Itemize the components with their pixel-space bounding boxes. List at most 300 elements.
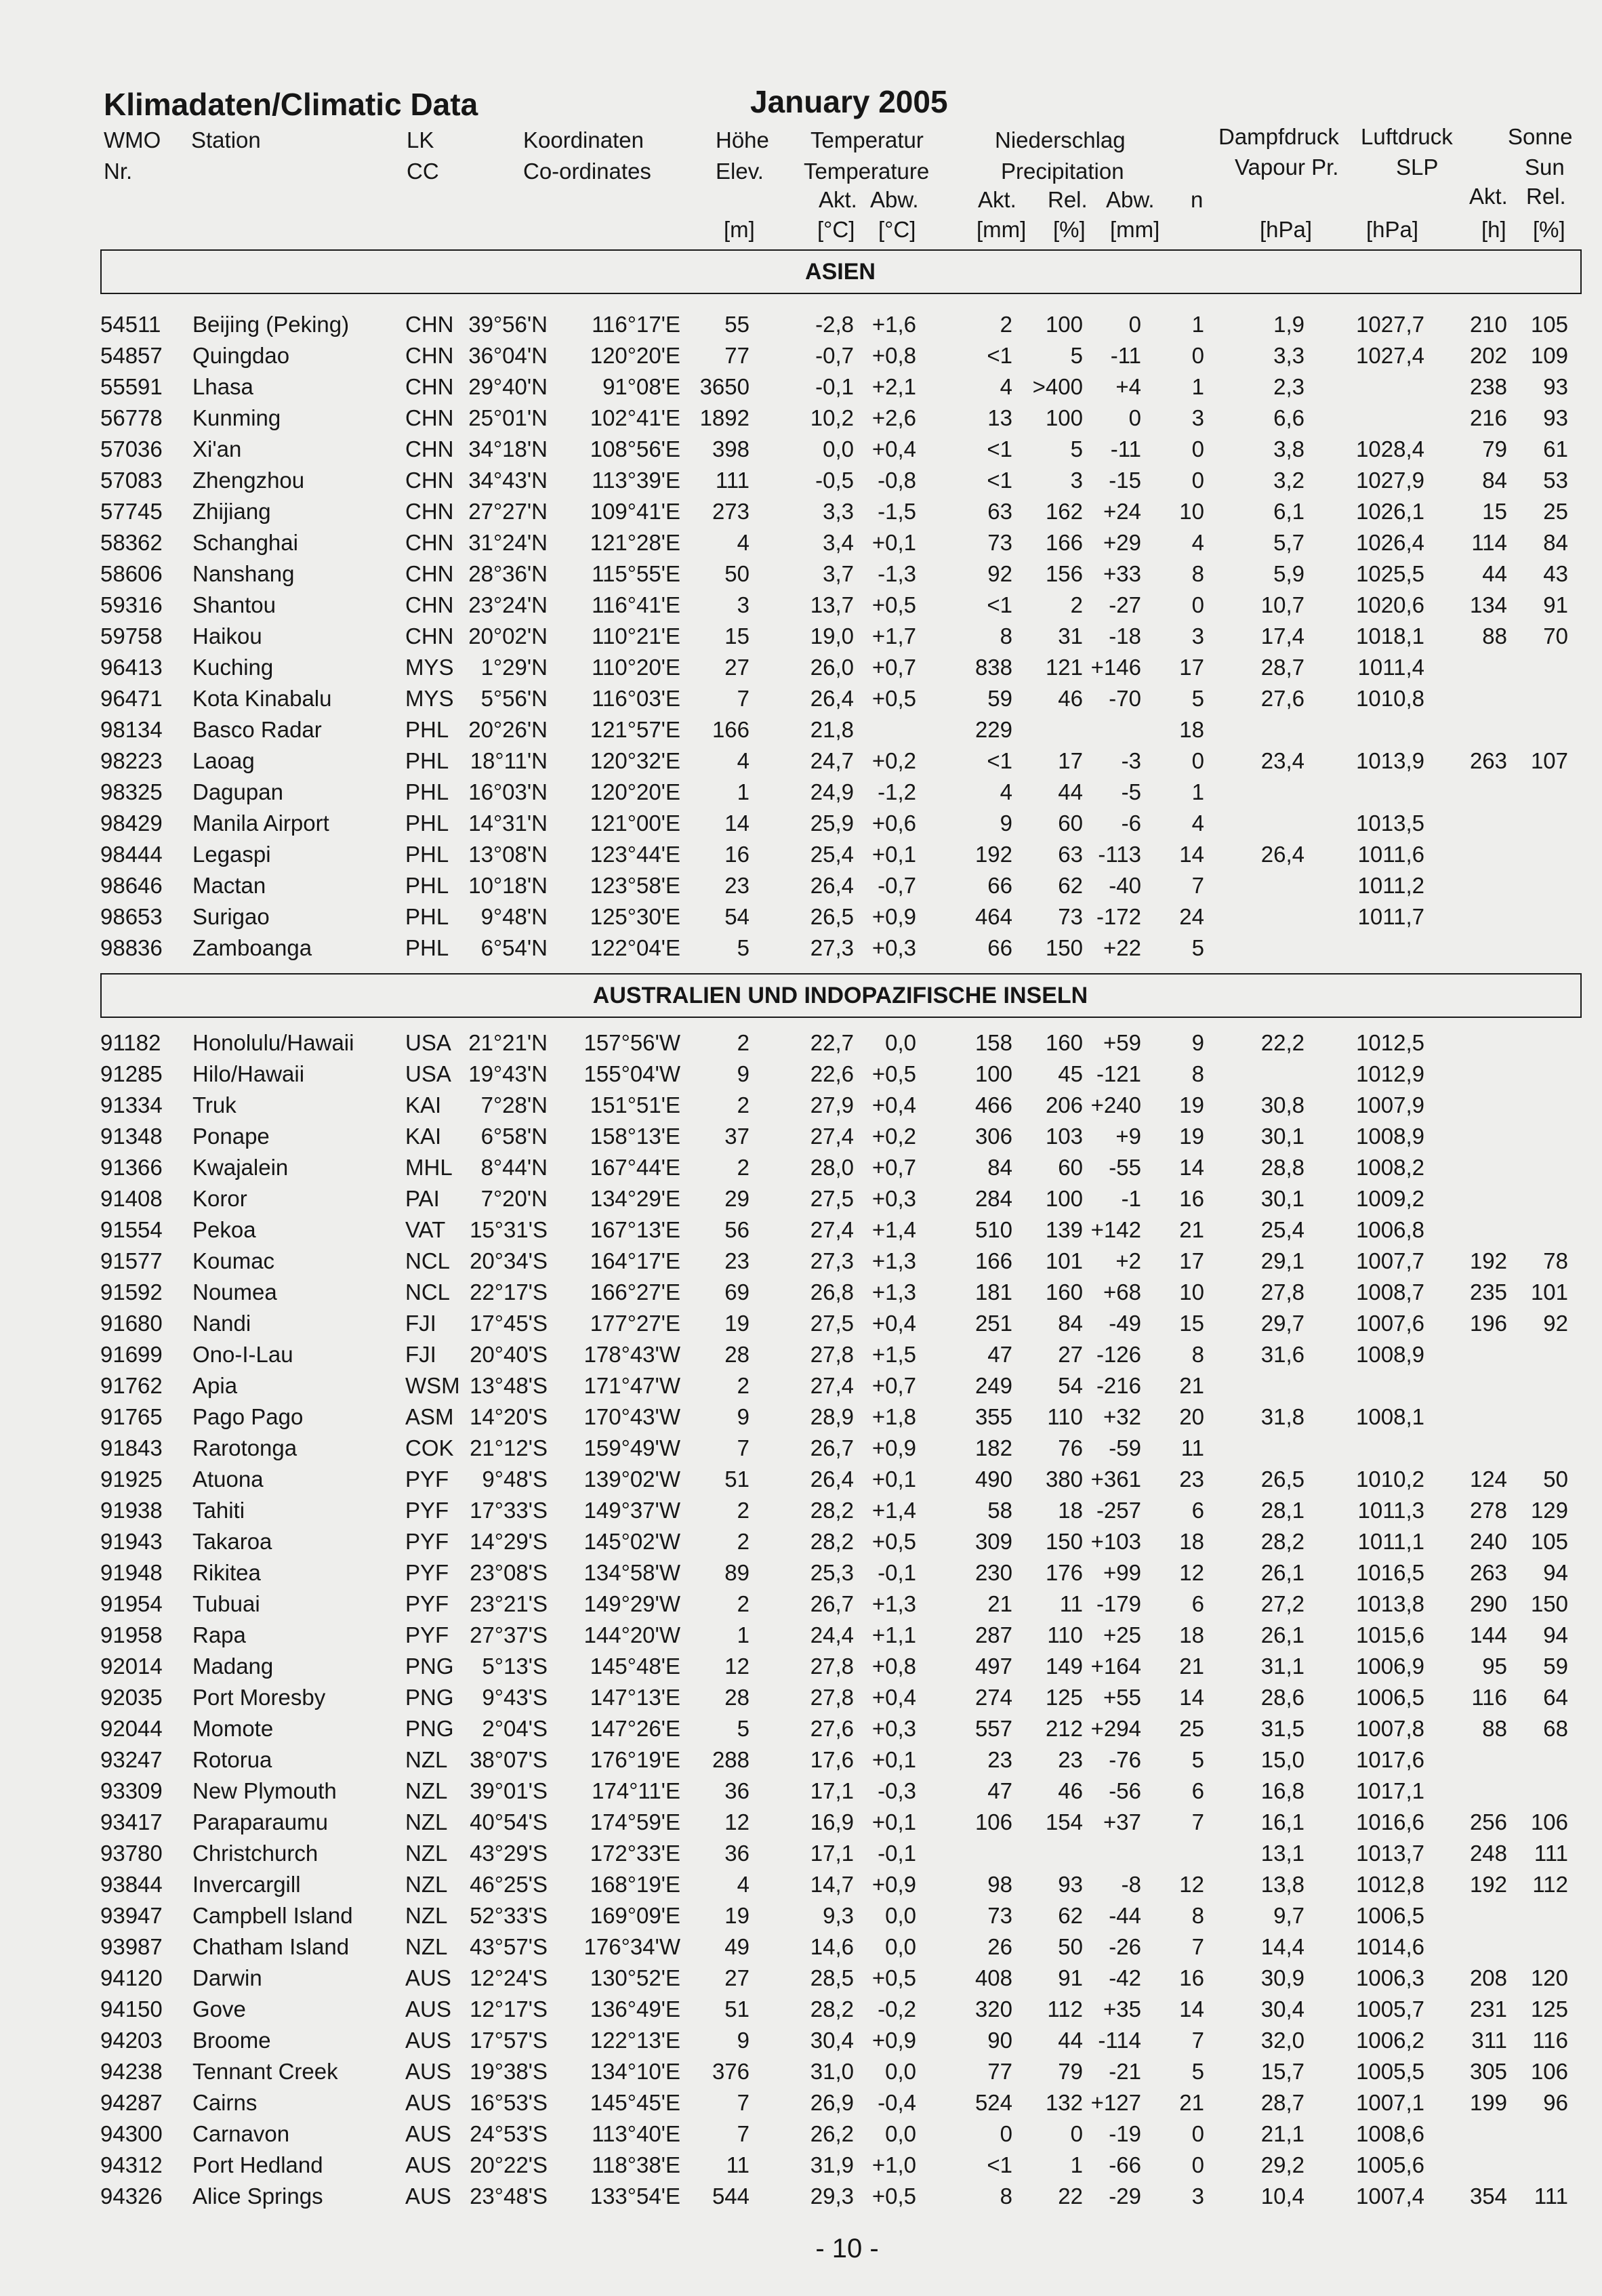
cell-lk: CHN — [405, 561, 454, 586]
cell-temp-dev: +0,5 — [871, 686, 916, 711]
cell-slp: 1013,8 — [1356, 1591, 1424, 1616]
cell-vapour: 26,1 — [1260, 1622, 1305, 1647]
cell-slp: 1005,7 — [1356, 1996, 1424, 2022]
cell-prec-n: 6 — [1191, 1778, 1204, 1803]
table-row — [0, 687, 1602, 718]
cell-temp: 26,8 — [810, 1279, 854, 1305]
cell-lk: CHN — [405, 530, 454, 555]
cell-temp: 16,9 — [810, 1809, 854, 1834]
cell-slp: 1006,5 — [1356, 1903, 1424, 1928]
cell-lon: 123°58'E — [590, 873, 680, 898]
cell-station: Darwin — [192, 1965, 262, 1990]
cell-lon: 139°02'W — [583, 1467, 680, 1492]
cell-lon: 121°28'E — [590, 530, 680, 555]
cell-temp: 13,7 — [810, 592, 854, 617]
cell-prec-dev: +22 — [1103, 935, 1141, 960]
cell-prec: 490 — [974, 1467, 1012, 1492]
cell-vapour: 30,9 — [1260, 1965, 1305, 1990]
table-row — [0, 500, 1602, 531]
cell-elev: 49 — [724, 1934, 749, 1959]
header-wmo: WMO — [104, 127, 161, 152]
cell-prec-dev: -56 — [1109, 1778, 1141, 1803]
cell-vapour: 31,6 — [1260, 1342, 1305, 1367]
cell-sun: 263 — [1469, 1560, 1507, 1585]
cell-lat: 17°45'S — [470, 1311, 548, 1336]
cell-slp: 1008,1 — [1356, 1404, 1424, 1429]
cell-elev: 398 — [712, 436, 749, 462]
cell-elev: 5 — [737, 1716, 749, 1741]
cell-station: Cairns — [192, 2090, 258, 2115]
cell-slp: 1020,6 — [1356, 592, 1424, 617]
cell-station: Tahiti — [192, 1498, 245, 1523]
cell-prec-n: 4 — [1191, 811, 1204, 836]
cell-lk: AUS — [405, 2090, 451, 2115]
cell-wmo: 98429 — [100, 811, 163, 836]
cell-vapour: 6,1 — [1273, 499, 1305, 524]
cell-lat: 14°29'S — [470, 1529, 548, 1554]
cell-wmo: 93417 — [100, 1809, 163, 1834]
cell-prec-n: 10 — [1179, 499, 1204, 524]
cell-lat: 18°11'N — [470, 748, 548, 773]
cell-prec: 166 — [974, 1248, 1012, 1273]
cell-prec-n: 8 — [1191, 561, 1204, 586]
cell-elev: 2 — [737, 1373, 749, 1398]
cell-vapour: 6,6 — [1273, 405, 1305, 430]
table-row — [0, 1530, 1602, 1561]
cell-temp: 3,3 — [823, 499, 854, 524]
table-row — [0, 937, 1602, 968]
cell-temp-dev: 0,0 — [885, 1903, 916, 1928]
cell-temp: 17,6 — [810, 1747, 854, 1772]
cell-prec-rel: 44 — [1058, 779, 1083, 804]
cell-prec-n: 24 — [1179, 904, 1204, 929]
cell-prec-n: 14 — [1179, 842, 1204, 867]
cell-station: Takaroa — [192, 1529, 272, 1554]
cell-vapour: 31,1 — [1260, 1654, 1305, 1679]
cell-prec-n: 8 — [1191, 1061, 1204, 1086]
cell-vapour: 28,7 — [1260, 2090, 1305, 2115]
cell-vapour: 13,8 — [1260, 1872, 1305, 1897]
table-row — [0, 562, 1602, 594]
cell-lat: 31°24'N — [468, 530, 548, 555]
cell-prec-dev: -257 — [1096, 1498, 1141, 1523]
cell-prec: 90 — [987, 2028, 1012, 2053]
cell-lon: 169°09'E — [590, 1903, 680, 1928]
cell-lat: 23°21'S — [470, 1591, 548, 1616]
cell-lon: 134°10'E — [590, 2059, 680, 2084]
cell-sun-rel: 150 — [1530, 1591, 1568, 1616]
cell-temp-dev: +0,9 — [871, 1872, 916, 1897]
cell-temp: 17,1 — [810, 1778, 854, 1803]
cell-vapour: 9,7 — [1273, 1903, 1305, 1928]
cell-vapour: 5,7 — [1273, 530, 1305, 555]
cell-prec-dev: -126 — [1096, 1342, 1141, 1367]
cell-station: Zhengzhou — [192, 468, 305, 493]
cell-elev: 37 — [724, 1124, 749, 1149]
cell-station: Honolulu/Hawaii — [192, 1030, 354, 1055]
cell-wmo: 91948 — [100, 1560, 163, 1585]
cell-lon: 115°55'E — [592, 561, 680, 586]
cell-lat: 19°38'S — [470, 2059, 548, 2084]
cell-prec-rel: 0 — [1070, 2121, 1083, 2146]
cell-lk: CHN — [405, 468, 454, 493]
cell-sun-rel: 43 — [1543, 561, 1568, 586]
cell-sun-rel: 94 — [1543, 1622, 1568, 1647]
cell-wmo: 93987 — [100, 1934, 163, 1959]
cell-wmo: 57083 — [100, 468, 163, 493]
cell-slp: 1007,8 — [1356, 1716, 1424, 1741]
cell-temp-dev: +0,5 — [871, 1965, 916, 1990]
cell-slp: 1017,1 — [1356, 1778, 1424, 1803]
cell-sun: 88 — [1482, 1716, 1507, 1741]
cell-temp-dev: +1,8 — [871, 1404, 916, 1429]
cell-prec-n: 0 — [1191, 436, 1204, 462]
table-row — [0, 781, 1602, 812]
cell-lon: 176°19'E — [590, 1747, 680, 1772]
cell-slp: 1006,8 — [1356, 1217, 1424, 1242]
cell-station: Rarotonga — [192, 1435, 297, 1460]
cell-wmo: 98836 — [100, 935, 163, 960]
cell-vapour: 10,4 — [1260, 2184, 1305, 2209]
cell-wmo: 98444 — [100, 842, 163, 867]
cell-lk: CHN — [405, 592, 454, 617]
header-prec-rel: Rel. — [1048, 187, 1088, 212]
cell-lk: NZL — [405, 1747, 448, 1772]
cell-sun-rel: 25 — [1543, 499, 1568, 524]
cell-elev: 19 — [724, 1311, 749, 1336]
cell-lk: ASM — [405, 1404, 454, 1429]
cell-wmo: 91938 — [100, 1498, 163, 1523]
cell-prec: 230 — [974, 1560, 1012, 1585]
cell-slp: 1025,5 — [1356, 561, 1424, 586]
cell-slp: 1016,5 — [1356, 1560, 1424, 1585]
cell-lon: 110°20'E — [592, 655, 680, 680]
cell-prec: 58 — [987, 1498, 1012, 1523]
cell-slp: 1016,6 — [1356, 1809, 1424, 1834]
cell-prec: 192 — [974, 842, 1012, 867]
cell-slp: 1005,6 — [1356, 2152, 1424, 2177]
cell-prec-dev: +9 — [1115, 1124, 1141, 1149]
cell-lat: 15°31'S — [470, 1217, 548, 1242]
cell-prec: 309 — [974, 1529, 1012, 1554]
cell-wmo: 94238 — [100, 2059, 163, 2084]
cell-temp-dev: +0,3 — [871, 1716, 916, 1741]
cell-wmo: 94300 — [100, 2121, 163, 2146]
cell-temp: 24,9 — [810, 779, 854, 804]
cell-temp: 17,1 — [810, 1841, 854, 1866]
cell-prec-rel: 212 — [1045, 1716, 1083, 1741]
cell-station: Kunming — [192, 405, 281, 430]
cell-slp: 1026,4 — [1356, 530, 1424, 555]
cell-prec-n: 23 — [1179, 1467, 1204, 1492]
cell-temp: 27,5 — [810, 1186, 854, 1211]
cell-wmo: 91699 — [100, 1342, 163, 1367]
cell-temp-dev: +1,4 — [871, 1498, 916, 1523]
cell-vapour: 14,4 — [1260, 1934, 1305, 1959]
cell-lat: 39°01'S — [470, 1778, 548, 1803]
cell-prec: 284 — [974, 1186, 1012, 1211]
cell-lk: CHN — [405, 374, 454, 399]
cell-vapour: 17,4 — [1260, 623, 1305, 649]
cell-elev: 36 — [724, 1778, 749, 1803]
cell-prec-dev: -113 — [1098, 842, 1141, 867]
cell-temp: 27,8 — [810, 1342, 854, 1367]
cell-lat: 23°08'S — [470, 1560, 548, 1585]
cell-prec-dev: +142 — [1090, 1217, 1141, 1242]
cell-lon: 177°27'E — [590, 1311, 680, 1336]
cell-lat: 21°12'S — [470, 1435, 548, 1460]
cell-temp-dev: +0,3 — [871, 935, 916, 960]
cell-lon: 155°04'W — [583, 1061, 680, 1086]
cell-station: Kwajalein — [192, 1155, 289, 1180]
document-title: Klimadaten/Climatic Data — [104, 87, 478, 122]
cell-sun-rel: 107 — [1530, 748, 1568, 773]
table-row — [0, 1312, 1602, 1343]
cell-prec-n: 8 — [1191, 1342, 1204, 1367]
header-station: Station — [191, 127, 261, 152]
cell-lat: 1°29'N — [480, 655, 548, 680]
cell-station: Shantou — [192, 592, 276, 617]
cell-sun-rel: 93 — [1543, 405, 1568, 430]
cell-prec-n: 16 — [1179, 1965, 1204, 1990]
cell-elev: 7 — [737, 686, 749, 711]
cell-prec-rel: 112 — [1047, 1996, 1083, 2022]
cell-slp: 1008,7 — [1356, 1279, 1424, 1305]
unit-temp-abw: [°C] — [878, 217, 916, 242]
cell-sun: 248 — [1469, 1841, 1507, 1866]
cell-prec: 23 — [987, 1747, 1012, 1772]
cell-prec-dev: +33 — [1103, 561, 1141, 586]
cell-temp: 10,2 — [810, 405, 854, 430]
cell-sun-rel: 106 — [1530, 1809, 1568, 1834]
cell-elev: 3 — [737, 592, 749, 617]
cell-sun: 79 — [1482, 436, 1507, 462]
cell-lat: 9°48'N — [480, 904, 548, 929]
cell-prec-rel: 60 — [1058, 811, 1083, 836]
cell-lk: KAI — [405, 1092, 442, 1118]
cell-slp: 1012,8 — [1356, 1872, 1424, 1897]
cell-temp-dev: 0,0 — [885, 1030, 916, 1055]
cell-temp-dev: +2,6 — [871, 405, 916, 430]
cell-sun-rel: 116 — [1532, 2028, 1568, 2053]
cell-wmo: 93247 — [100, 1747, 163, 1772]
cell-station: Schanghai — [192, 530, 298, 555]
cell-sun: 305 — [1469, 2059, 1507, 2084]
cell-prec: 4 — [1000, 779, 1012, 804]
cell-prec-dev: +35 — [1103, 1996, 1141, 2022]
cell-prec: 8 — [1000, 2184, 1012, 2209]
cell-sun-rel: 120 — [1530, 1965, 1568, 1990]
cell-lat: 12°17'S — [470, 1996, 548, 2022]
cell-temp: 28,9 — [810, 1404, 854, 1429]
table-row — [0, 1499, 1602, 1530]
cell-sun: 44 — [1482, 561, 1507, 586]
table-row — [0, 2185, 1602, 2216]
cell-prec-rel: 2 — [1070, 592, 1083, 617]
cell-temp-dev: +0,9 — [871, 1435, 916, 1460]
cell-station: Atuona — [192, 1467, 264, 1492]
cell-temp: 27,8 — [810, 1654, 854, 1679]
cell-wmo: 98325 — [100, 779, 163, 804]
cell-prec: 73 — [987, 530, 1012, 555]
cell-lk: PHL — [405, 779, 449, 804]
cell-lk: CHN — [405, 312, 454, 337]
cell-prec-dev: -59 — [1109, 1435, 1141, 1460]
cell-prec-dev: +24 — [1103, 499, 1141, 524]
cell-lon: 122°04'E — [590, 935, 680, 960]
cell-prec-rel: 60 — [1058, 1155, 1083, 1180]
cell-vapour: 16,1 — [1260, 1809, 1305, 1834]
cell-prec-dev: +164 — [1090, 1654, 1141, 1679]
cell-lat: 6°54'N — [480, 935, 548, 960]
cell-wmo: 94120 — [100, 1965, 163, 1990]
header-slp: SLP — [1396, 155, 1439, 180]
cell-slp: 1015,6 — [1356, 1622, 1424, 1647]
cell-temp-dev: +1,3 — [871, 1248, 916, 1273]
cell-elev: 54 — [724, 904, 749, 929]
cell-lat: 38°07'S — [470, 1747, 548, 1772]
cell-elev: 12 — [724, 1654, 749, 1679]
cell-temp-dev: +0,6 — [871, 811, 916, 836]
cell-lat: 22°17'S — [470, 1279, 548, 1305]
cell-station: Pago Pago — [192, 1404, 304, 1429]
cell-wmo: 98653 — [100, 904, 163, 929]
cell-lat: 24°53'S — [470, 2121, 548, 2146]
cell-prec-dev: +68 — [1103, 1279, 1141, 1305]
cell-elev: 1 — [737, 779, 749, 804]
unit-prec-akt: [mm] — [977, 217, 1027, 242]
cell-elev: 19 — [724, 1903, 749, 1928]
cell-slp: 1008,9 — [1356, 1124, 1424, 1149]
cell-lat: 28°36'N — [468, 561, 548, 586]
table-row — [0, 718, 1602, 750]
header-prec-abw: Abw. — [1106, 187, 1155, 212]
header-luftdruck: Luftdruck — [1361, 124, 1453, 149]
cell-prec: <1 — [987, 2152, 1012, 2177]
cell-prec-dev: +55 — [1103, 1685, 1141, 1710]
header-hoehe: Höhe — [716, 127, 769, 152]
cell-station: Quingdao — [192, 343, 290, 368]
cell-station: Nandi — [192, 1311, 251, 1336]
cell-lon: 176°34'W — [583, 1934, 680, 1959]
cell-prec-dev: -114 — [1098, 2028, 1141, 2053]
cell-elev: 36 — [724, 1841, 749, 1866]
cell-prec-dev: +127 — [1090, 2090, 1141, 2115]
cell-temp-dev: -0,8 — [878, 468, 916, 493]
cell-prec-rel: 100 — [1045, 405, 1083, 430]
cell-slp: 1012,5 — [1356, 1030, 1424, 1055]
table-row — [0, 1031, 1602, 1063]
cell-wmo: 93780 — [100, 1841, 163, 1866]
cell-temp: 14,6 — [810, 1934, 854, 1959]
cell-slp: 1026,1 — [1356, 499, 1424, 524]
cell-elev: 4 — [737, 530, 749, 555]
cell-prec-rel: 79 — [1058, 2059, 1083, 2084]
cell-vapour: 29,7 — [1260, 1311, 1305, 1336]
cell-prec-rel: 18 — [1058, 1498, 1083, 1523]
table-row — [0, 843, 1602, 874]
table-row — [0, 656, 1602, 687]
cell-station: Invercargill — [192, 1872, 301, 1897]
table-row — [0, 1406, 1602, 1437]
cell-station: Rapa — [192, 1622, 246, 1647]
header-koordinaten: Koordinaten — [523, 127, 644, 152]
cell-prec-n: 5 — [1191, 686, 1204, 711]
cell-prec-n: 21 — [1179, 1654, 1204, 1679]
cell-temp: -0,7 — [815, 343, 854, 368]
cell-slp: 1010,2 — [1356, 1467, 1424, 1492]
cell-lon: 144°20'W — [583, 1622, 680, 1647]
cell-temp-dev: +0,2 — [871, 748, 916, 773]
cell-elev: 2 — [737, 1591, 749, 1616]
cell-prec-n: 16 — [1179, 1186, 1204, 1211]
cell-temp-dev: -0,4 — [878, 2090, 916, 2115]
cell-prec: 2 — [1000, 312, 1012, 337]
cell-prec-dev: +4 — [1115, 374, 1141, 399]
table-row — [0, 1935, 1602, 1967]
cell-elev: 1 — [737, 1622, 749, 1647]
cell-vapour: 28,1 — [1260, 1498, 1305, 1523]
cell-wmo: 93309 — [100, 1778, 163, 1803]
cell-temp-dev: -0,7 — [878, 873, 916, 898]
table-row — [0, 1624, 1602, 1655]
cell-sun-rel: 61 — [1543, 436, 1568, 462]
cell-lon: 170°43'W — [583, 1404, 680, 1429]
table-row — [0, 812, 1602, 843]
cell-wmo: 92044 — [100, 1716, 163, 1741]
cell-prec-rel: 154 — [1045, 1809, 1083, 1834]
cell-prec-rel: 23 — [1058, 1747, 1083, 1772]
cell-station: Xi'an — [192, 436, 242, 462]
cell-lat: 9°43'S — [482, 1685, 548, 1710]
cell-lon: 172°33'E — [590, 1841, 680, 1866]
cell-elev: 9 — [737, 2028, 749, 2053]
cell-elev: 28 — [724, 1685, 749, 1710]
cell-prec-n: 6 — [1191, 1498, 1204, 1523]
cell-temp-dev: -1,3 — [878, 561, 916, 586]
cell-vapour: 27,2 — [1260, 1591, 1305, 1616]
cell-temp: 3,4 — [823, 530, 854, 555]
cell-lat: 52°33'S — [470, 1903, 548, 1928]
cell-elev: 77 — [724, 343, 749, 368]
cell-station: Tennant Creek — [192, 2059, 338, 2084]
cell-vapour: 28,8 — [1260, 1155, 1305, 1180]
cell-prec-n: 21 — [1179, 2090, 1204, 2115]
cell-lon: 121°57'E — [590, 717, 680, 742]
cell-temp-dev: +0,4 — [871, 436, 916, 462]
cell-sun-rel: 53 — [1543, 468, 1568, 493]
cell-station: Laoag — [192, 748, 255, 773]
cell-slp: 1013,5 — [1356, 811, 1424, 836]
cell-slp: 1007,9 — [1356, 1092, 1424, 1118]
cell-lk: PYF — [405, 1529, 449, 1554]
cell-wmo: 91592 — [100, 1279, 163, 1305]
cell-station: Haikou — [192, 623, 262, 649]
cell-lk: MYS — [405, 686, 454, 711]
cell-prec-n: 6 — [1191, 1591, 1204, 1616]
header-niederschlag: Niederschlag — [995, 127, 1126, 152]
cell-prec-rel: 100 — [1045, 312, 1083, 337]
table-row — [0, 1125, 1602, 1156]
cell-prec-dev: -42 — [1109, 1965, 1141, 1990]
cell-vapour: 26,1 — [1260, 1560, 1305, 1585]
cell-temp-dev: +1,6 — [871, 312, 916, 337]
cell-prec-n: 0 — [1191, 343, 1204, 368]
cell-slp: 1013,9 — [1356, 748, 1424, 773]
cell-prec-rel: 11 — [1059, 1591, 1083, 1616]
header-prec-n: n — [1191, 187, 1204, 212]
cell-temp: -2,8 — [815, 312, 854, 337]
